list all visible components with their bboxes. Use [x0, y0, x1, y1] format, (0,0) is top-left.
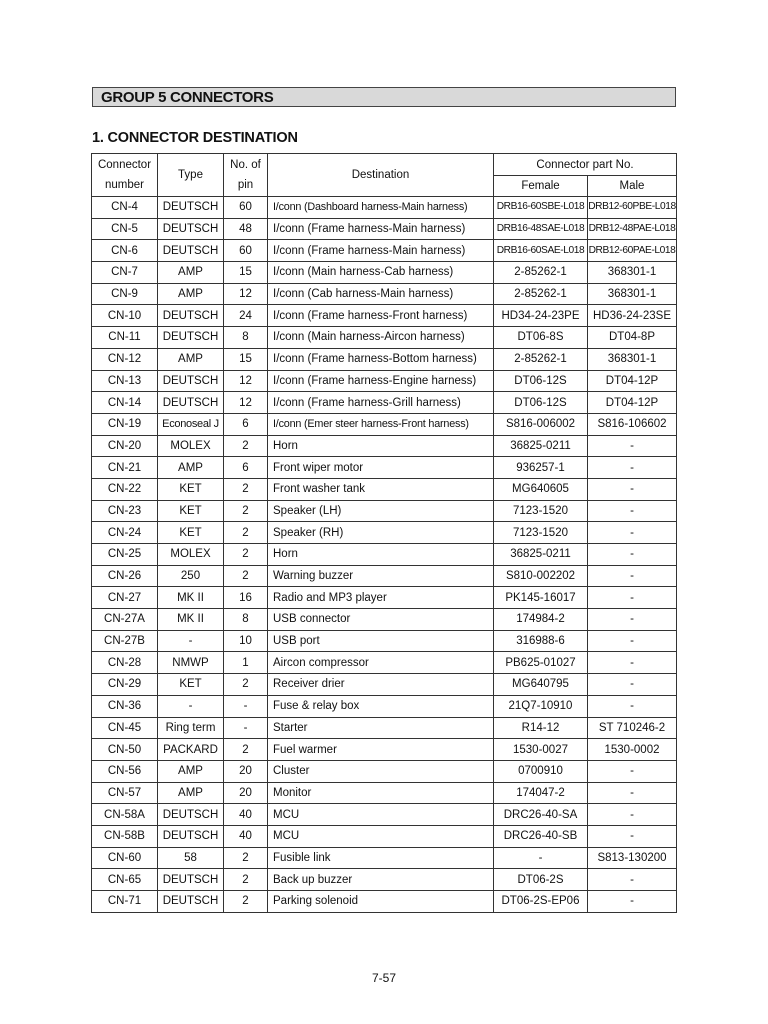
table-row [92, 544, 677, 566]
table-row [92, 305, 677, 327]
cell-male-part: S816-106602 [588, 413, 677, 435]
cell-destination: Parking solenoid [268, 891, 494, 913]
cell-male-part: 1530-0002 [588, 739, 677, 761]
table-row [92, 869, 677, 891]
cell-destination: I/conn (Frame harness-Front harness) [268, 305, 494, 327]
cell-pins: 60 [224, 197, 268, 219]
cell-type: MK II [158, 587, 224, 609]
table-row [92, 370, 677, 392]
cell-connector-number: CN-4 [92, 197, 158, 219]
cell-type: - [158, 695, 224, 717]
cell-destination: Speaker (LH) [268, 500, 494, 522]
cell-pins: 2 [224, 435, 268, 457]
cell-destination: I/conn (Frame harness-Main harness) [268, 218, 494, 240]
header-connector-number-line1: Connector [97, 159, 152, 171]
cell-type: AMP [158, 348, 224, 370]
table-row [92, 392, 677, 414]
cell-connector-number: CN-27 [92, 587, 158, 609]
cell-type: MOLEX [158, 435, 224, 457]
group-title: GROUP 5 CONNECTORS [101, 89, 274, 106]
cell-female-part: 936257-1 [494, 457, 588, 479]
cell-destination: USB connector [268, 609, 494, 631]
cell-type: DEUTSCH [158, 218, 224, 240]
table-row [92, 197, 677, 219]
cell-type: MOLEX [158, 544, 224, 566]
cell-connector-number: CN-12 [92, 348, 158, 370]
table-row [92, 847, 677, 869]
table-row [92, 760, 677, 782]
cell-type: DEUTSCH [158, 305, 224, 327]
cell-pins: 60 [224, 240, 268, 262]
table-row [92, 652, 677, 674]
cell-type: AMP [158, 760, 224, 782]
cell-destination: Warning buzzer [268, 565, 494, 587]
cell-connector-number: CN-50 [92, 739, 158, 761]
cell-connector-number: CN-45 [92, 717, 158, 739]
cell-pins: 6 [224, 413, 268, 435]
cell-destination: I/conn (Cab harness-Main harness) [268, 283, 494, 305]
cell-female-part: DT06-8S [494, 327, 588, 349]
cell-pins: 20 [224, 782, 268, 804]
cell-pins: 10 [224, 630, 268, 652]
cell-female-part: S816-006002 [494, 413, 588, 435]
cell-male-part: - [588, 760, 677, 782]
cell-connector-number: CN-29 [92, 674, 158, 696]
table-row [92, 804, 677, 826]
cell-male-part: - [588, 674, 677, 696]
cell-destination: I/conn (Frame harness-Engine harness) [268, 370, 494, 392]
cell-male-part: 368301-1 [588, 262, 677, 284]
cell-female-part: DT06-12S [494, 370, 588, 392]
header-connector-number [92, 154, 158, 197]
cell-destination: Receiver drier [268, 674, 494, 696]
cell-pins: 8 [224, 609, 268, 631]
cell-pins: 2 [224, 891, 268, 913]
cell-female-part: PK145-16017 [494, 587, 588, 609]
cell-pins: 2 [224, 522, 268, 544]
cell-pins: 2 [224, 674, 268, 696]
cell-male-part: - [588, 695, 677, 717]
cell-type: KET [158, 478, 224, 500]
table-row [92, 457, 677, 479]
cell-connector-number: CN-36 [92, 695, 158, 717]
cell-type: 250 [158, 565, 224, 587]
cell-destination: USB port [268, 630, 494, 652]
cell-type: DEUTSCH [158, 197, 224, 219]
cell-female-part: 2-85262-1 [494, 348, 588, 370]
table-row [92, 674, 677, 696]
cell-female-part: PB625-01027 [494, 652, 588, 674]
cell-pins: 24 [224, 305, 268, 327]
cell-destination: I/conn (Main harness-Aircon harness) [268, 327, 494, 349]
cell-male-part: - [588, 891, 677, 913]
cell-female-part: 7123-1520 [494, 500, 588, 522]
cell-type: DEUTSCH [158, 804, 224, 826]
cell-pins: 15 [224, 348, 268, 370]
cell-connector-number: CN-14 [92, 392, 158, 414]
table-row [92, 717, 677, 739]
cell-destination: MCU [268, 804, 494, 826]
cell-female-part: 0700910 [494, 760, 588, 782]
table-body [92, 197, 677, 913]
cell-pins: 2 [224, 500, 268, 522]
cell-destination: I/conn (Frame harness-Main harness) [268, 240, 494, 262]
cell-female-part: DT06-12S [494, 392, 588, 414]
cell-pins: 2 [224, 847, 268, 869]
group-title-bar [92, 87, 676, 107]
cell-pins: 2 [224, 869, 268, 891]
table-row [92, 283, 677, 305]
cell-female-part: 21Q7-10910 [494, 695, 588, 717]
cell-connector-number: CN-7 [92, 262, 158, 284]
cell-male-part: - [588, 435, 677, 457]
cell-type: DEUTSCH [158, 825, 224, 847]
table-row [92, 609, 677, 631]
cell-connector-number: CN-19 [92, 413, 158, 435]
cell-pins: 48 [224, 218, 268, 240]
cell-male-part: DRB12-60PAE-L018 [588, 240, 677, 262]
cell-female-part: DRB16-60SBE-L018 [494, 197, 588, 219]
cell-connector-number: CN-58B [92, 825, 158, 847]
cell-male-part: - [588, 609, 677, 631]
cell-male-part: - [588, 478, 677, 500]
cell-type: Ring term [158, 717, 224, 739]
cell-male-part: DT04-12P [588, 370, 677, 392]
cell-male-part: - [588, 630, 677, 652]
cell-pins: 1 [224, 652, 268, 674]
header-pins-line2: pin [237, 179, 254, 191]
cell-destination: Back up buzzer [268, 869, 494, 891]
cell-male-part: - [588, 457, 677, 479]
cell-female-part: - [494, 847, 588, 869]
cell-female-part: 2-85262-1 [494, 283, 588, 305]
cell-type: DEUTSCH [158, 327, 224, 349]
cell-connector-number: CN-13 [92, 370, 158, 392]
cell-type: Econoseal J [158, 413, 224, 435]
cell-connector-number: CN-25 [92, 544, 158, 566]
header-part-no: Connector part No. [494, 154, 677, 176]
cell-type: DEUTSCH [158, 869, 224, 891]
cell-pins: 15 [224, 262, 268, 284]
cell-male-part: - [588, 565, 677, 587]
table-row [92, 695, 677, 717]
cell-connector-number: CN-9 [92, 283, 158, 305]
table-row [92, 739, 677, 761]
cell-connector-number: CN-6 [92, 240, 158, 262]
cell-type: DEUTSCH [158, 392, 224, 414]
cell-connector-number: CN-56 [92, 760, 158, 782]
cell-type: AMP [158, 262, 224, 284]
header-male: Male [588, 176, 677, 197]
cell-destination: Front wiper motor [268, 457, 494, 479]
cell-destination: Horn [268, 435, 494, 457]
cell-destination: Cluster [268, 760, 494, 782]
cell-pins: 16 [224, 587, 268, 609]
cell-male-part: - [588, 544, 677, 566]
header-destination: Destination [268, 154, 494, 197]
cell-female-part: DRB16-48SAE-L018 [494, 218, 588, 240]
cell-connector-number: CN-10 [92, 305, 158, 327]
cell-pins: - [224, 695, 268, 717]
cell-destination: I/conn (Frame harness-Grill harness) [268, 392, 494, 414]
cell-type: AMP [158, 283, 224, 305]
cell-female-part: HD34-24-23PE [494, 305, 588, 327]
table-row [92, 240, 677, 262]
cell-female-part: S810-002202 [494, 565, 588, 587]
cell-female-part: 174047-2 [494, 782, 588, 804]
cell-type: DEUTSCH [158, 891, 224, 913]
cell-type: NMWP [158, 652, 224, 674]
cell-connector-number: CN-27A [92, 609, 158, 631]
cell-male-part: - [588, 652, 677, 674]
header-connector-number-line2: number [105, 179, 144, 191]
cell-male-part: - [588, 782, 677, 804]
cell-connector-number: CN-65 [92, 869, 158, 891]
cell-female-part: 36825-0211 [494, 435, 588, 457]
cell-female-part: 2-85262-1 [494, 262, 588, 284]
cell-connector-number: CN-23 [92, 500, 158, 522]
cell-male-part: - [588, 869, 677, 891]
cell-female-part: 7123-1520 [494, 522, 588, 544]
cell-connector-number: CN-20 [92, 435, 158, 457]
cell-pins: 2 [224, 739, 268, 761]
table-row [92, 630, 677, 652]
cell-pins: 40 [224, 804, 268, 826]
cell-female-part: DT06-2S [494, 869, 588, 891]
cell-type: 58 [158, 847, 224, 869]
cell-pins: - [224, 717, 268, 739]
cell-connector-number: CN-28 [92, 652, 158, 674]
header-female: Female [494, 176, 588, 197]
cell-male-part: HD36-24-23SE [588, 305, 677, 327]
cell-pins: 40 [224, 825, 268, 847]
table-row [92, 825, 677, 847]
cell-type: DEUTSCH [158, 240, 224, 262]
header-pins [224, 154, 268, 197]
cell-destination: Radio and MP3 player [268, 587, 494, 609]
cell-destination: MCU [268, 825, 494, 847]
cell-destination: Horn [268, 544, 494, 566]
cell-connector-number: CN-5 [92, 218, 158, 240]
cell-female-part: DRB16-60SAE-L018 [494, 240, 588, 262]
cell-pins: 2 [224, 565, 268, 587]
cell-male-part: - [588, 804, 677, 826]
cell-pins: 2 [224, 478, 268, 500]
table-row [92, 782, 677, 804]
table-row [92, 500, 677, 522]
cell-destination: Fuel warmer [268, 739, 494, 761]
cell-female-part: MG640795 [494, 674, 588, 696]
cell-connector-number: CN-58A [92, 804, 158, 826]
cell-female-part: DT06-2S-EP06 [494, 891, 588, 913]
table-row [92, 327, 677, 349]
table-row [92, 522, 677, 544]
cell-destination: Speaker (RH) [268, 522, 494, 544]
cell-male-part: DRB12-48PAE-L018 [588, 218, 677, 240]
page-number: 7-57 [371, 971, 397, 985]
cell-pins: 6 [224, 457, 268, 479]
cell-pins: 12 [224, 392, 268, 414]
cell-type: AMP [158, 782, 224, 804]
cell-pins: 12 [224, 370, 268, 392]
cell-pins: 8 [224, 327, 268, 349]
cell-destination: Fuse & relay box [268, 695, 494, 717]
cell-male-part: 368301-1 [588, 283, 677, 305]
cell-type: KET [158, 674, 224, 696]
cell-male-part: ST 710246-2 [588, 717, 677, 739]
cell-connector-number: CN-22 [92, 478, 158, 500]
cell-destination: I/conn (Dashboard harness-Main harness) [268, 197, 494, 219]
cell-connector-number: CN-26 [92, 565, 158, 587]
cell-destination: I/conn (Main harness-Cab harness) [268, 262, 494, 284]
header-pins-line1: No. of [230, 159, 261, 171]
cell-female-part: 174984-2 [494, 609, 588, 631]
cell-male-part: - [588, 522, 677, 544]
cell-connector-number: CN-21 [92, 457, 158, 479]
table-row [92, 587, 677, 609]
table-row [92, 435, 677, 457]
cell-type: KET [158, 522, 224, 544]
cell-type: KET [158, 500, 224, 522]
cell-type: - [158, 630, 224, 652]
cell-male-part: S813-130200 [588, 847, 677, 869]
cell-destination: Starter [268, 717, 494, 739]
table-row [92, 348, 677, 370]
cell-male-part: - [588, 825, 677, 847]
cell-male-part: - [588, 587, 677, 609]
cell-male-part: - [588, 500, 677, 522]
cell-male-part: 368301-1 [588, 348, 677, 370]
table-row [92, 891, 677, 913]
cell-female-part: 316988-6 [494, 630, 588, 652]
section-title: 1. CONNECTOR DESTINATION [92, 130, 298, 146]
table-row [92, 413, 677, 435]
cell-type: AMP [158, 457, 224, 479]
cell-pins: 2 [224, 544, 268, 566]
cell-connector-number: CN-57 [92, 782, 158, 804]
cell-female-part: DRC26-40-SB [494, 825, 588, 847]
cell-female-part: 1530-0027 [494, 739, 588, 761]
cell-female-part: DRC26-40-SA [494, 804, 588, 826]
cell-connector-number: CN-27B [92, 630, 158, 652]
cell-female-part: 36825-0211 [494, 544, 588, 566]
cell-female-part: R14-12 [494, 717, 588, 739]
cell-destination: I/conn (Frame harness-Bottom harness) [268, 348, 494, 370]
connector-table [91, 153, 677, 913]
cell-type: PACKARD [158, 739, 224, 761]
cell-type: DEUTSCH [158, 370, 224, 392]
cell-type: MK II [158, 609, 224, 631]
table-row [92, 218, 677, 240]
cell-female-part: MG640605 [494, 478, 588, 500]
cell-connector-number: CN-24 [92, 522, 158, 544]
table-row [92, 478, 677, 500]
cell-destination: Monitor [268, 782, 494, 804]
cell-connector-number: CN-71 [92, 891, 158, 913]
cell-destination: Front washer tank [268, 478, 494, 500]
cell-destination: I/conn (Emer steer harness-Front harness) [268, 413, 494, 435]
cell-destination: Aircon compressor [268, 652, 494, 674]
cell-male-part: DT04-12P [588, 392, 677, 414]
cell-pins: 20 [224, 760, 268, 782]
cell-destination: Fusible link [268, 847, 494, 869]
cell-pins: 12 [224, 283, 268, 305]
cell-connector-number: CN-11 [92, 327, 158, 349]
header-type: Type [158, 154, 224, 197]
cell-male-part: DRB12-60PBE-L018 [588, 197, 677, 219]
cell-connector-number: CN-60 [92, 847, 158, 869]
cell-male-part: DT04-8P [588, 327, 677, 349]
table-row [92, 262, 677, 284]
table-row [92, 565, 677, 587]
